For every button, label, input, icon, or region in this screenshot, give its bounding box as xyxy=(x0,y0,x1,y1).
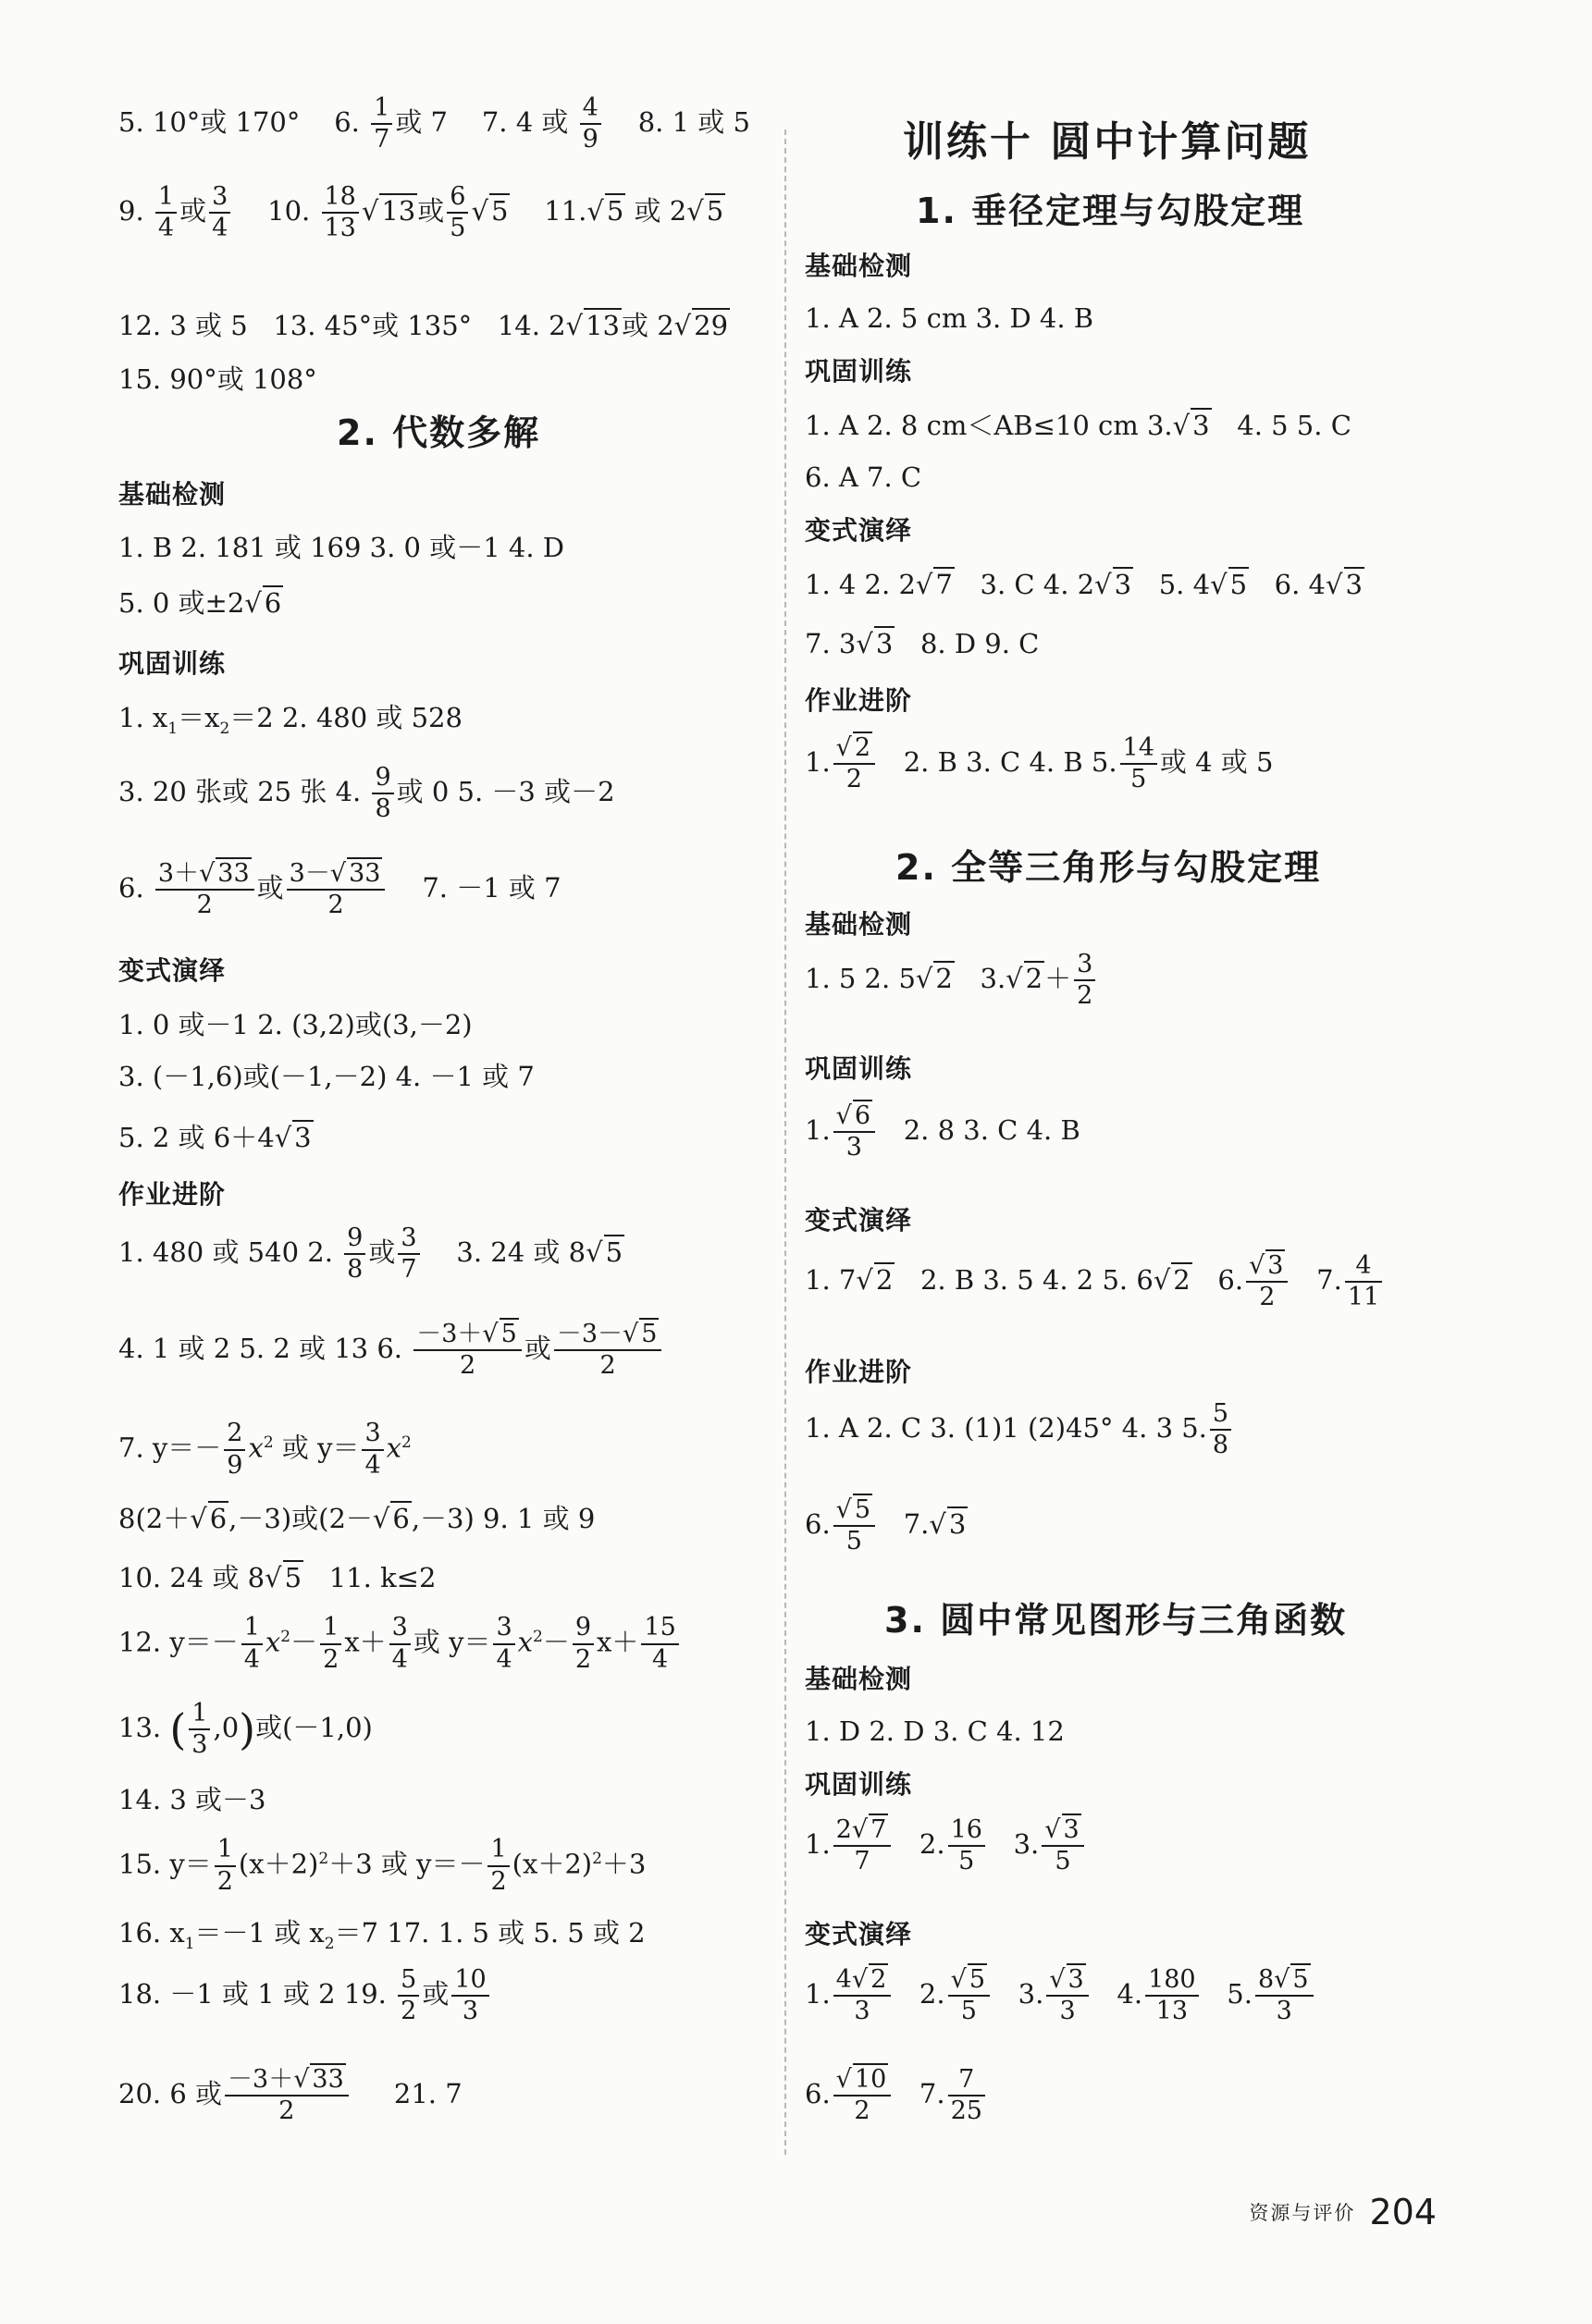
answer-line: 9. $\frac{1}{4}$ 或 $\frac{3}{4}$ 10. $\frac{18}{13}$ √ 13或 $\frac{6}{5}$ √ 5 11.√ 5 或 2√ 5 xyxy=(118,176,725,246)
fraction: $\frac{3}{2}$ xyxy=(1074,952,1095,1010)
section-label: 作业进阶 xyxy=(805,1357,913,1387)
radical: √ 2 xyxy=(1006,963,1043,994)
answer-line: 12. 3 或 5 13. 45°或 135° 14. 2√ 13或 2√ 29 xyxy=(118,307,730,344)
fraction: $\frac{5}{2}$ xyxy=(398,1967,419,2025)
answer-line: 1. A 2. 5 cm 3. D 4. B xyxy=(805,302,1094,334)
fraction: $\frac{3}{4}$ xyxy=(209,184,230,242)
radical: √ 29 xyxy=(673,310,729,341)
section-title: 1. 垂径定理与勾股定理 xyxy=(916,191,1305,231)
answer-line: 7. y＝－ $\frac{2}{9}$ $x^2$ 或 y＝ $\frac{3}{4}$ $x^2$ xyxy=(118,1419,412,1480)
answer-line: 1. 4 2. 2√ 7 3. C 4. 2√ 3 5. 4√ 5 6. 4√ 3 xyxy=(805,566,1364,603)
answer-line: 4. 1 或 2 5. 2 或 13 6. $\frac{-3+√ 5}{2}$ 或 $\frac{-3-√ 5}{2}$ xyxy=(118,1313,664,1383)
section-label: 基础检测 xyxy=(805,1664,913,1694)
fraction: $\frac{1}{4}$ xyxy=(241,1615,263,1673)
section-label: 巩固训练 xyxy=(805,1053,913,1084)
fraction: $\frac{9}{8}$ xyxy=(344,1225,365,1284)
fraction: $\frac{4}{11}$ xyxy=(1345,1253,1382,1311)
radical: √ 5 xyxy=(471,195,509,227)
page-footer xyxy=(1249,2192,1437,2232)
radical: √ 2 xyxy=(915,963,953,994)
radical: √ 3 xyxy=(274,1122,312,1153)
answer-line: 8(2＋√ 6,－3)或(2－√ 6,－3) 9. 1 或 9 xyxy=(118,1500,595,1537)
answer-line: 1. $\frac{4√ 2}{3}$ 2. $\frac{√ 5}{5}$ 3. $\frac{√ 3}{3}$ 4. $\frac{180}{13}$ 5. $\frac{8√ 5}{3}$ xyxy=(805,1959,1316,2029)
answer-line: 1. 480 或 540 2. $\frac{9}{8}$ 或 $\frac{3}{7}$ 3. 24 或 8√ 5 xyxy=(118,1217,624,1287)
section-label: 基础检测 xyxy=(118,479,227,510)
section-label: 变式演绎 xyxy=(805,515,913,546)
fraction: $\frac{4√ 2}{3}$ xyxy=(833,1967,892,2025)
answer-line: 1. A 2. 8 cm＜AB≤10 cm 3.√ 3 4. 5 5. C xyxy=(805,407,1351,444)
fraction: $\frac{3}{7}$ xyxy=(398,1225,419,1284)
section-label: 巩固训练 xyxy=(805,356,913,387)
radical: √ 3 xyxy=(1326,569,1363,600)
answer-line: 1. A 2. C 3. (1)1 (2)45° 4. 3 5. $\frac{5}{8}$ xyxy=(805,1393,1234,1463)
answer-line: 10. 24 或 8√ 5 11. k≤2 xyxy=(118,1559,436,1596)
section-label: 巩固训练 xyxy=(118,648,227,679)
radical: √ 3 xyxy=(929,1508,967,1540)
radical: √ 3 xyxy=(1172,410,1210,441)
answer-line: 1. $\frac{√ 2}{2}$ 2. B 3. C 4. B 5. $\frac{14}{5}$ 或 4 或 5 xyxy=(805,732,1274,793)
column-divider xyxy=(784,129,786,2155)
radical: √ 3 xyxy=(856,628,894,659)
radical: √ 13 xyxy=(361,195,416,227)
radical: √ 5 xyxy=(1210,569,1248,600)
fraction: $\frac{√ 6}{3}$ xyxy=(833,1103,875,1162)
section-label: 变式演绎 xyxy=(118,955,227,986)
fraction: $\frac{-3+√ 33}{2}$ xyxy=(225,2067,349,2125)
answer-line: 3. 20 张或 25 张 4. $\frac{9}{8}$ 或 0 5. －3 或－2 xyxy=(118,762,615,823)
radical: √ 5 xyxy=(586,195,624,227)
fraction: $\frac{6}{5}$ xyxy=(447,184,468,242)
chapter-title: 训练十 圆中计算问题 xyxy=(903,118,1312,166)
fraction: $\frac{4}{9}$ xyxy=(580,95,601,154)
fraction: $\frac{3}{4}$ xyxy=(493,1615,514,1673)
fraction: $\frac{8√ 5}{3}$ xyxy=(1255,1967,1314,2025)
section-label: 变式演绎 xyxy=(805,1919,913,1949)
fraction: $\frac{180}{13}$ xyxy=(1145,1967,1199,2025)
answer-line: 1. $\frac{2√ 7}{7}$ 2. $\frac{16}{5}$ 3. $\frac{√ 3}{5}$ xyxy=(805,1809,1087,1879)
fraction: $\frac{1}{4}$ xyxy=(155,184,177,242)
answer-line: 15. 90°或 108° xyxy=(118,363,317,395)
answer-line: 1. B 2. 181 或 169 3. 0 或－1 4. D xyxy=(118,532,565,563)
fraction: $\frac{1}{3}$ xyxy=(189,1701,210,1759)
fraction: $\frac{2√ 7}{7}$ xyxy=(833,1817,892,1875)
section-title: 2. 全等三角形与勾股定理 xyxy=(895,847,1322,888)
radical: √ 3 xyxy=(1094,569,1132,600)
fraction: $\frac{1}{2}$ xyxy=(215,1837,236,1895)
fraction: $\frac{√ 3}{3}$ xyxy=(1046,1967,1088,2025)
answer-line: 20. 6 或 $\frac{-3+√ 33}{2}$ 21. 7 xyxy=(118,2064,463,2125)
radical: √ 6 xyxy=(190,1503,228,1534)
radical: √ 2 xyxy=(1153,1264,1191,1296)
answer-line: 1. $x_1=x_2=2$ 2. 480 或 528 xyxy=(118,702,463,738)
fraction: $\frac{16}{5}$ xyxy=(948,1817,985,1875)
fraction: $\frac{15}{4}$ xyxy=(641,1615,678,1673)
radical: √ 13 xyxy=(565,310,620,341)
answer-line: 6. A 7. C xyxy=(805,461,922,493)
fraction: $\frac{√ 10}{2}$ xyxy=(833,2067,892,2125)
fraction: $\frac{9}{2}$ xyxy=(573,1615,594,1673)
radical: √ 6 xyxy=(244,587,282,619)
answer-line: 13. ( $\frac{1}{3}$ ,0)或(－1,0) xyxy=(118,1698,373,1759)
footer-label: 资源与评价 xyxy=(1249,2202,1356,2224)
fraction: $\frac{1}{7}$ xyxy=(371,95,392,154)
fraction: $\frac{√ 3}{5}$ xyxy=(1042,1817,1083,1875)
radical: √ 2 xyxy=(856,1264,894,1296)
page-number: 204 xyxy=(1369,2192,1437,2232)
fraction: $\frac{3}{4}$ xyxy=(362,1420,383,1479)
answer-line: 5. 2 或 6＋4√ 3 xyxy=(118,1119,314,1156)
section-title: 2. 代数多解 xyxy=(337,412,541,453)
answer-line: 1. 0 或－1 2. (3,2)或(3,－2) xyxy=(118,1009,473,1040)
fraction: $\frac{3}{4}$ xyxy=(389,1615,411,1673)
section-label: 基础检测 xyxy=(805,251,913,281)
fraction: $\frac{10}{3}$ xyxy=(451,1967,488,2025)
fraction: $\frac{5}{8}$ xyxy=(1210,1401,1231,1459)
answer-line: 14. 3 或－3 xyxy=(118,1784,266,1815)
fraction: $\frac{3-√ 33}{2}$ xyxy=(287,861,386,919)
answer-line: 5. 0 或±2√ 6 xyxy=(118,584,283,621)
fraction: $\frac{-3-√ 5}{2}$ xyxy=(554,1322,662,1380)
answer-line: 16. $x_1=-1$ 或 $x_2=7$ 17. 1. 5 或 5. 5 或 2 xyxy=(118,1917,646,1953)
fraction: $\frac{14}{5}$ xyxy=(1120,735,1157,793)
answer-line: 1. $\frac{√ 6}{3}$ 2. 8 3. C 4. B xyxy=(805,1101,1080,1162)
answer-line: 12. y＝－ $\frac{1}{4}$ $x^2-$ $\frac{1}{2}$ x＋ $\frac{3}{4}$ 或 y＝ $\frac{3}{4}$ $x^2-$ $\frac{9}{2}$ x＋ $\frac{15}{4}$ xyxy=(118,1602,682,1678)
section-label: 基础检测 xyxy=(805,909,913,940)
fraction: $\frac{1}{2}$ xyxy=(320,1615,341,1673)
fraction: $\frac{-3+√ 5}{2}$ xyxy=(413,1322,522,1380)
fraction: $\frac{18}{13}$ xyxy=(322,184,359,242)
answer-line: 6. $\frac{√ 5}{5}$ 7.√ 3 xyxy=(805,1489,968,1559)
section-label: 巩固训练 xyxy=(805,1769,913,1800)
fraction: $\frac{2}{9}$ xyxy=(224,1420,245,1479)
answer-line: 1. 5 2. 5√ 2 3.√ 2＋ $\frac{3}{2}$ xyxy=(805,943,1098,1014)
section-label: 变式演绎 xyxy=(805,1205,913,1236)
section-label: 作业进阶 xyxy=(118,1179,227,1210)
fraction: $\frac{3+√ 33}{2}$ xyxy=(155,861,254,919)
answer-line: 6. $\frac{3+√ 33}{2}$ 或 $\frac{3-√ 33}{2}$ 7. －1 或 7 xyxy=(118,858,562,919)
fraction: $\frac{√ 5}{5}$ xyxy=(833,1497,875,1555)
fraction: $\frac{1}{2}$ xyxy=(487,1837,509,1895)
radical: √ 5 xyxy=(686,195,724,227)
answer-line: 1. 7√ 2 2. B 3. 5 4. 2 5. 6√ 2 6. $\frac{√ 3}{2}$ 7. $\frac{4}{11}$ xyxy=(805,1245,1385,1315)
radical: √ 5 xyxy=(265,1562,302,1593)
fraction: $\frac{√ 5}{5}$ xyxy=(948,1967,990,2025)
answer-line: 6. $\frac{√ 10}{2}$ 7. $\frac{7}{25}$ xyxy=(805,2059,988,2129)
fraction: $\frac{9}{8}$ xyxy=(372,765,393,823)
answer-line: 15. y＝ $\frac{1}{2}$ $(x+2)^2+3$ 或 y＝－ $\frac{1}{2}$ $(x+2)^2+3$ xyxy=(118,1835,647,1896)
radical: √ 7 xyxy=(915,569,953,600)
fraction: $\frac{√ 2}{2}$ xyxy=(833,735,875,793)
fraction: $\frac{√ 3}{2}$ xyxy=(1246,1253,1288,1311)
fraction: $\frac{7}{25}$ xyxy=(948,2067,985,2125)
answer-line: 7. 3√ 3 8. D 9. C xyxy=(805,625,1039,662)
answer-line: 18. －1 或 1 或 2 19. $\frac{5}{2}$ 或 $\frac{10}{3}$ xyxy=(118,1959,492,2029)
section-label: 作业进阶 xyxy=(805,685,913,716)
section-title: 3. 圆中常见图形与三角函数 xyxy=(884,1600,1348,1641)
answer-line: 5. 10°或 170° 6. $\frac{1}{7}$ 或 7 7. 4 或 $\frac{4}{9}$ 8. 1 或 5 xyxy=(118,92,750,154)
radical: √ 6 xyxy=(372,1503,410,1534)
answer-line: 1. D 2. D 3. C 4. 12 xyxy=(805,1715,1065,1747)
radical: √ 5 xyxy=(586,1236,623,1268)
answer-line: 3. (－1,6)或(－1,－2) 4. －1 或 7 xyxy=(118,1061,535,1092)
